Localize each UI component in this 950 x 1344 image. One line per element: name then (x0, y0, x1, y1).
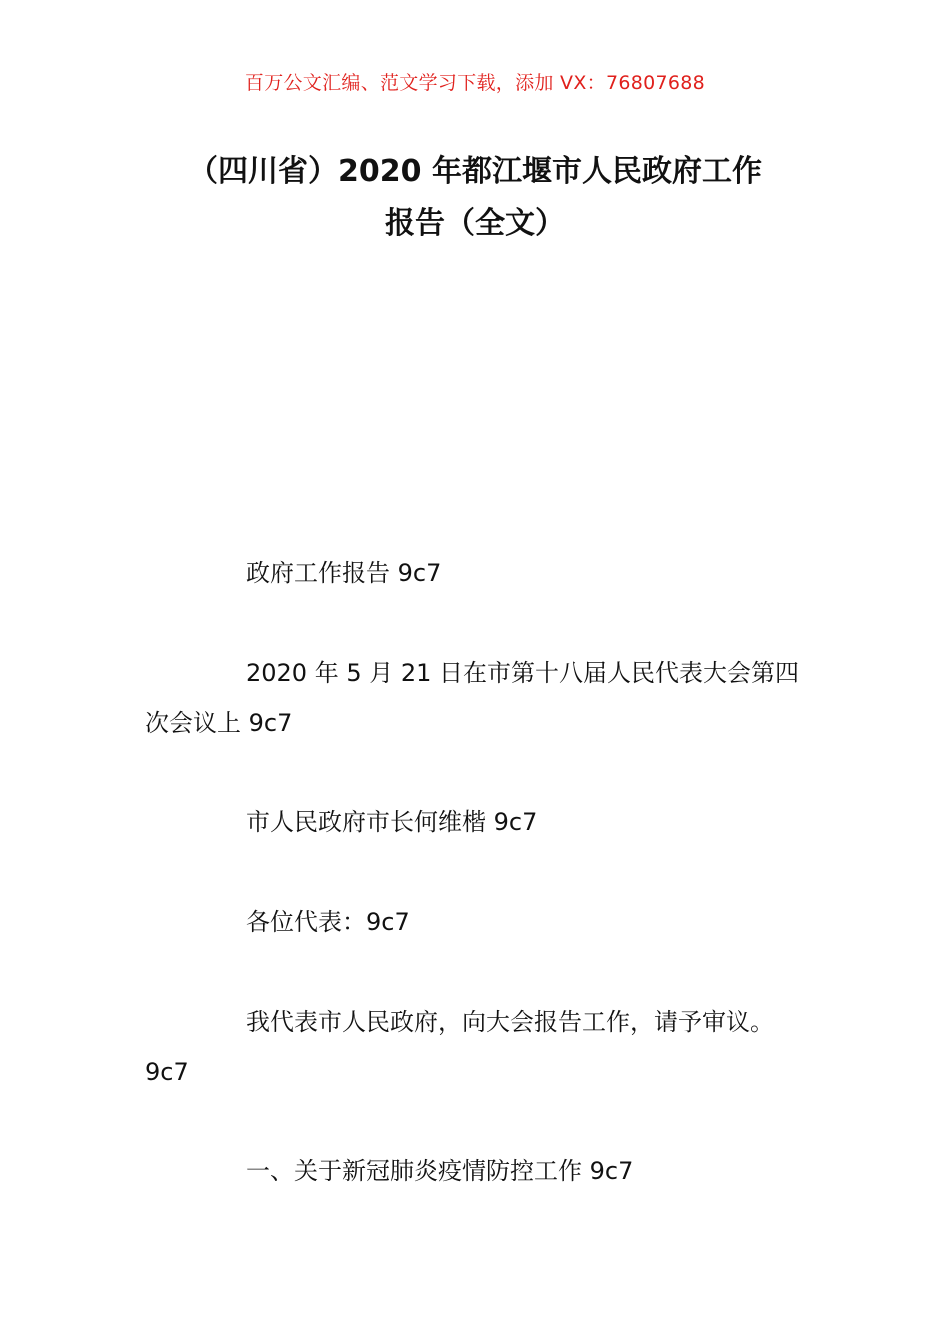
paragraph-speaker: 市人民政府市长何维楷 9c7 (246, 808, 538, 836)
paragraph-report-name: 政府工作报告 9c7 (246, 559, 442, 587)
paragraph-meeting-info: 2020 年 5 月 21 日在市第十八届人民代表大会第四次会议上 9c7 (145, 659, 800, 737)
title-line-1: （四川省）2020 年都江堰市人民政府工作 (188, 154, 762, 189)
header-note: 百万公文汇编、范文学习下载，添加 VX：76807688 (244, 72, 706, 94)
title-line-2: 报告（全文） (385, 206, 565, 241)
paragraph-opening: 我代表市人民政府，向大会报告工作，请予审议。9c7 (145, 1008, 774, 1086)
document-title (140, 146, 810, 250)
section-heading-1: 一、关于新冠肺炎疫情防控工作 9c7 (246, 1157, 634, 1185)
paragraph-salutation: 各位代表：9c7 (246, 908, 410, 936)
